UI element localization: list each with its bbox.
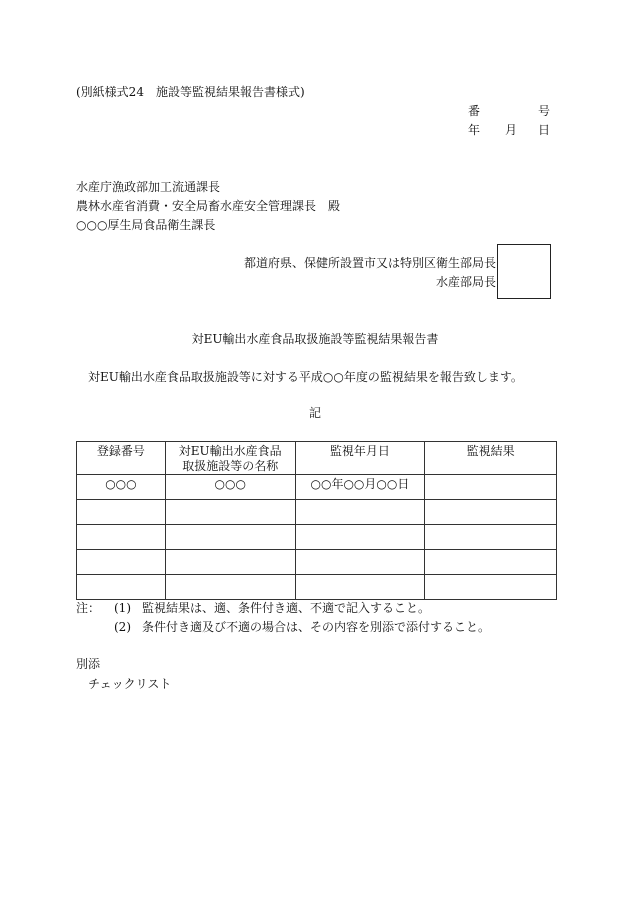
table-cell (295, 575, 425, 600)
table-cell (165, 550, 295, 575)
table-cell (77, 550, 166, 575)
table-cell (165, 575, 295, 600)
table-cell (295, 525, 425, 550)
attachment-item: チェックリスト (88, 677, 172, 691)
table-cell (425, 500, 557, 525)
table-cell (77, 500, 166, 525)
seal-box (497, 244, 551, 299)
sender: 水産部局長 (435, 275, 496, 289)
date-year: 年 (468, 123, 481, 137)
number-ban: 番 (468, 104, 481, 118)
table-header-row (77, 442, 557, 475)
header-cell (165, 442, 295, 475)
header-cell (77, 442, 166, 475)
table-cell: ○○○ (165, 475, 295, 500)
note-text: 監視結果は、適、条件付き適、不適で記入すること。 (142, 601, 431, 615)
table-cell (295, 500, 425, 525)
header-text: 監視年月日 (329, 444, 390, 458)
table-row (77, 525, 557, 550)
header-text: 監視結果 (466, 444, 515, 458)
table-cell (425, 475, 557, 500)
note-number: (1) (114, 601, 131, 615)
date-month: 月 (505, 123, 518, 137)
header-text: 対EU輸出水産食品 (178, 444, 282, 458)
table-row (77, 575, 557, 600)
header-cell (295, 442, 425, 475)
addressee: 水産庁漁政部加工流通課長 (76, 180, 221, 194)
body-text: 対EU輸出水産食品取扱施設等に対する平成○○年度の監視結果を報告致します。 (88, 370, 523, 384)
table-cell (165, 525, 295, 550)
form-label: (別紙様式24 施設等監視結果報告書様式) (76, 85, 305, 99)
note-text: 条件付き適及び不適の場合は、その内容を別添で添付すること。 (142, 620, 491, 634)
ki-label: 記 (308, 406, 321, 420)
header-cell (425, 442, 557, 475)
header-text: 取扱施設等の名称 (182, 459, 279, 473)
addressee: 農林水産省消費・安全局畜水産安全管理課長 殿 (76, 199, 341, 213)
table-row (77, 550, 557, 575)
table-cell (425, 525, 557, 550)
table-cell (77, 575, 166, 600)
table-cell (425, 575, 557, 600)
table-row (77, 500, 557, 525)
table-cell (165, 500, 295, 525)
note-number: (2) (114, 620, 131, 634)
results-table (76, 441, 557, 600)
table-cell: ○○○ (77, 475, 166, 500)
table-row (77, 475, 557, 500)
table-cell (77, 525, 166, 550)
date-day: 日 (538, 123, 551, 137)
table-cell (425, 550, 557, 575)
addressee: ○○○厚生局食品衛生課長 (76, 218, 216, 232)
table-cell (295, 550, 425, 575)
header-text: 登録番号 (96, 444, 145, 458)
notes-label: 注： (76, 601, 101, 615)
number-go: 号 (538, 104, 551, 118)
document-title: 対EU輸出水産食品取扱施設等監視結果報告書 (191, 332, 439, 346)
table-cell: ○○年○○月○○日 (295, 475, 425, 500)
attachment-label: 別添 (76, 657, 101, 671)
sender: 都道府県、保健所設置市又は特別区衛生部局長 (243, 256, 496, 270)
